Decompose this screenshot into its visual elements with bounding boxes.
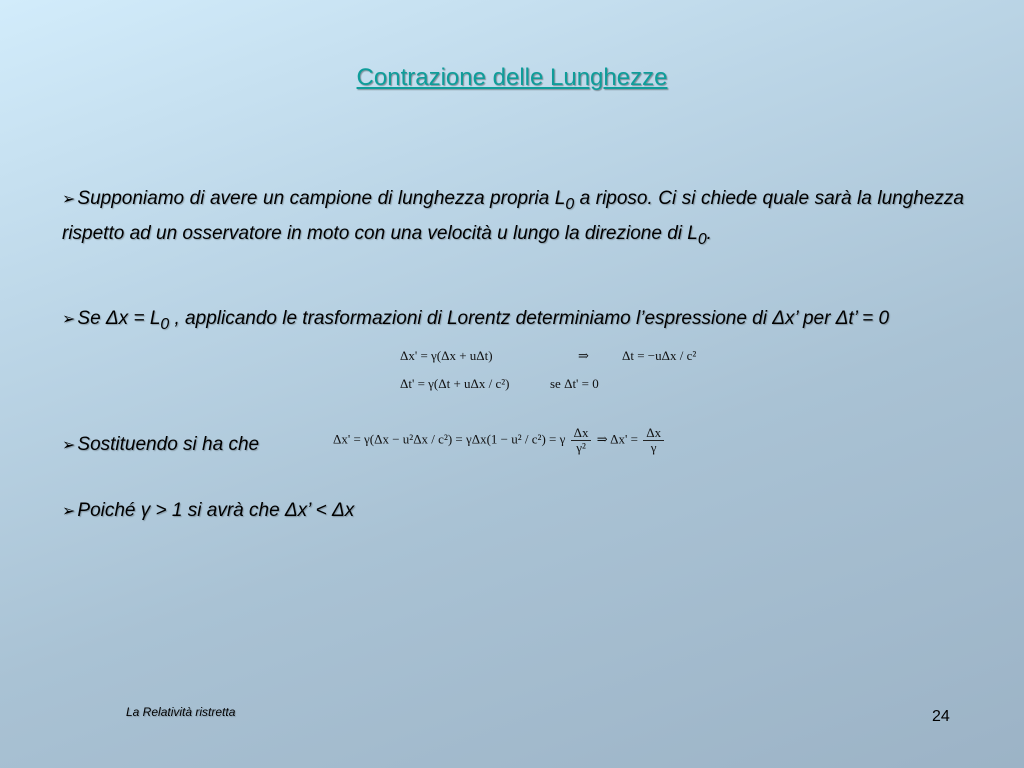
bullet-1-text-pre: Supponiamo di avere un campione di lunghezza propria (77, 188, 555, 209)
bullet-1 (62, 184, 964, 254)
bullet-3-text: Sostituendo si ha che (77, 434, 260, 455)
equation-delta-t: Δt = −uΔx / c² (622, 348, 697, 363)
bullet-2-L-sub: 0 (160, 315, 170, 333)
footer-title: La Relatività ristretta (126, 705, 236, 719)
fraction-denominator: γ (650, 440, 657, 455)
implies-icon: ⇒ (578, 348, 589, 363)
bullet-1-end: . (706, 222, 712, 244)
fraction-denominator: γ² (576, 440, 586, 455)
fraction-dx-gamma (643, 426, 664, 455)
equation-condition: se Δt' = 0 (550, 376, 599, 391)
equation-lorentz-t: Δt' = γ(Δt + uΔx / c²) (400, 376, 510, 391)
bullet-1-L: L (554, 188, 566, 209)
implies-icon: ⇒ (596, 431, 608, 447)
bullet-2-text-post: , applicando le trasformazioni di Lorentz determiniamo l’espressione di Δx’ per Δt’ = 0 (169, 308, 890, 329)
equation-lorentz-x: Δx' = γ(Δx + uΔt) (400, 348, 493, 363)
equation-substitution (333, 426, 666, 455)
page-number: 24 (932, 708, 950, 725)
bullet-arrow-icon: ➢ (62, 437, 76, 454)
bullet-arrow-icon: ➢ (62, 191, 76, 208)
equation-substitution-part1: Δx' = γ(Δx − u²Δx / c²) = γΔx(1 − u² / c²) = γ (333, 431, 566, 447)
bullet-4-text: Poiché γ > 1 si avrà che Δx’ < Δx (77, 500, 355, 521)
fraction-numerator: Δx (571, 426, 592, 441)
slide-title: Contrazione delle Lunghezze (356, 64, 668, 91)
bullet-1-L-sub: 0 (565, 195, 575, 213)
bullet-2 (62, 304, 964, 339)
fraction-dx-gamma2 (571, 426, 592, 455)
fraction-numerator: Δx (643, 426, 664, 441)
bullet-1-text-post: a riposo. Ci si chiede quale sarà la lunghezza rispetto ad un osservatore in moto con una velocità u lungo la direzione di (62, 188, 964, 244)
bullet-arrow-icon: ➢ (62, 503, 76, 520)
bullet-1-end-sub: 0 (697, 230, 707, 248)
equation-substitution-part2: Δx' = (610, 431, 638, 447)
bullet-1-end-L: L (687, 222, 698, 244)
bullet-arrow-icon: ➢ (62, 311, 76, 328)
bullet-2-text-pre: Se Δx = L (77, 308, 161, 329)
bullet-4 (62, 496, 964, 526)
